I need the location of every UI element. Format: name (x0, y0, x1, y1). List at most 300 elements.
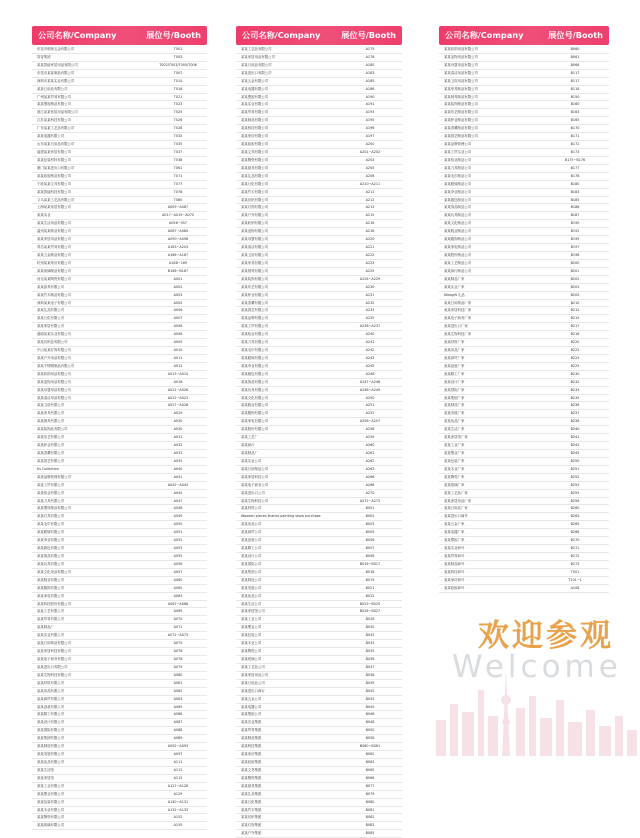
company-name: 某某五金制品有限公司 (37, 252, 71, 257)
exhibitor-row (32, 537, 207, 545)
company-name: 某某塑胶公司 (241, 712, 262, 717)
booth-number: A082 (173, 688, 183, 693)
company-name: 某某宠物用品有限公司 (444, 54, 478, 59)
booth-number: A007 (173, 316, 183, 321)
company-name: 某某清洁有限公司 (241, 245, 269, 250)
company-name: 宁波某某文具有限公司 (37, 181, 71, 186)
booth-number: A242 (365, 348, 375, 353)
booth-number: A041 (173, 474, 183, 479)
booth-number: B003 (365, 522, 375, 527)
company-name: 湖南某某实业有限公司 (37, 332, 71, 337)
booth-number: T061 (173, 165, 183, 170)
exhibitor-list (236, 46, 402, 838)
exhibitor-row (439, 157, 609, 165)
booth-number: A191 (365, 102, 375, 107)
booth-number: A086 (173, 712, 183, 717)
company-name: 某某家具制品有限公司 (444, 86, 478, 91)
company-name: 某某日化集团 (241, 799, 262, 804)
company-name: 某某灯具有限公司 (37, 514, 65, 519)
booth-number: B001 (365, 506, 375, 511)
exhibitor-row (439, 252, 609, 260)
booth-number: B171 (570, 134, 580, 139)
exhibitor-row (236, 173, 402, 181)
exhibitor-row (32, 268, 207, 276)
company-name: 某某文具有限公司 (241, 149, 269, 154)
booth-number: A236~A237 (359, 324, 381, 329)
exhibitor-row (32, 395, 207, 403)
company-name: 某某箱包有限公司 (241, 371, 269, 376)
company-name: 某某竹木制品有限公司 (37, 292, 71, 297)
exhibitor-row (32, 284, 207, 292)
booth-number: A213 (365, 205, 375, 210)
booth-number: A175 (365, 47, 375, 51)
booth-number: B082 (365, 815, 375, 820)
exhibitor-row (236, 157, 402, 165)
company-name: 江苏某某科技有限公司 (37, 118, 71, 123)
company-name: 某某科技商号 (444, 569, 465, 574)
company-name: 某某毛巾有限公司 (37, 522, 65, 527)
exhibitor-row (32, 410, 207, 418)
company-name: 某某工艺有限公司 (37, 609, 65, 614)
company-name: 某某竹木集团 (241, 807, 262, 812)
booth-number: B021 (365, 585, 375, 590)
company-name: 某某装饰品有限公司 (37, 427, 68, 432)
exhibitor-row (439, 228, 609, 236)
company-name: 某某陶瓷有限公司 (37, 815, 65, 820)
exhibitor-row (439, 545, 609, 553)
company-name: 某某家居科技厂家 (444, 308, 472, 313)
booth-number: A072~A073 (167, 633, 189, 638)
exhibitor-row (236, 244, 402, 252)
exhibitor-row (32, 212, 207, 220)
booth-number: B215 (570, 316, 580, 321)
booth-number: T080 (173, 197, 183, 202)
booth-number: B238 (570, 419, 580, 424)
exhibitor-row (32, 434, 207, 442)
exhibitor-row (32, 86, 207, 94)
company-name: 某某陶瓷厂家 (444, 474, 465, 479)
exhibitor-row (236, 529, 402, 537)
booth-number: B260 (570, 506, 580, 511)
exhibitor-row (32, 608, 207, 616)
booth-number: A231 (365, 292, 375, 297)
company-name: 某某餐具制品有限公司 (444, 94, 478, 99)
booth-number: A127~A128 (167, 783, 189, 788)
company-name: 某某进出口公司 (241, 490, 265, 495)
booth-number: B008 (365, 554, 375, 558)
booth-number: T101~1 (568, 577, 582, 582)
booth-number: A163~A203 (167, 245, 189, 250)
company-name: 某某鞋业有限公司 (241, 403, 269, 408)
company-name: 山东某某日用品有限公司 (37, 142, 75, 147)
booth-number: A033 (173, 451, 183, 456)
booth-number: A272~A273 (359, 498, 381, 503)
booth-number: A250 (365, 395, 375, 400)
company-name: 某某实业商号 (444, 546, 465, 551)
exhibitor-row (439, 292, 609, 300)
exhibitor-row (236, 545, 402, 553)
booth-number: B256 (570, 498, 580, 503)
exhibitor-row (439, 410, 609, 418)
booth-number: A075 (173, 641, 183, 646)
booth-number: T078 (173, 189, 183, 194)
exhibitor-row (32, 149, 207, 157)
booth-number: A261 (365, 451, 375, 456)
exhibitor-row (236, 94, 402, 102)
booth-number: B081 (365, 807, 375, 812)
company-name: 某某实业公司 (241, 458, 262, 463)
company-name: Wooden pieces thanks painting show purchase (241, 514, 321, 519)
company-name: 某某工业有限公司 (37, 783, 65, 788)
exhibitor-row (32, 276, 207, 284)
booth-number: B030 (365, 625, 375, 630)
company-name: 某某优品厂家 (444, 419, 465, 424)
company-name: 某某伞业有限公司 (241, 363, 269, 368)
booth-number: T001 (173, 47, 183, 51)
exhibitor-row (236, 331, 402, 339)
booth-number: B007 (365, 546, 375, 551)
exhibitor-row (236, 751, 402, 759)
booth-number: B236 (570, 403, 580, 408)
exhibitor-row (32, 204, 207, 212)
company-name: 某某文化用品有限公司 (37, 569, 71, 574)
exhibitor-row (236, 482, 402, 490)
booth-number: A055 (173, 554, 183, 558)
company-name: 广州某某贸易有限公司 (37, 94, 71, 99)
booth-number: B255 (570, 490, 580, 495)
booth-number: B061 (570, 54, 580, 59)
company-name: 某某电子商务公司 (241, 482, 269, 487)
exhibitor-row (32, 585, 207, 593)
company-name: 某某日用品公司 (241, 680, 265, 685)
exhibitor-row (236, 347, 402, 355)
company-name: 某某眼镜有限公司 (241, 355, 269, 360)
booth-number: B178 (570, 173, 580, 178)
booth-number: A047 (173, 498, 183, 503)
exhibitor-row (439, 339, 609, 347)
company-header-label: 公司名称/Company (242, 30, 321, 40)
company-name: Nikogift 礼品 (444, 292, 465, 297)
exhibitor-row (32, 379, 207, 387)
exhibitor-row (236, 735, 402, 743)
booth-number: B218 (570, 332, 580, 337)
booth-number: B197 (570, 245, 580, 250)
exhibitor-row (236, 601, 402, 609)
company-name: 某某制品厂家 (444, 276, 465, 281)
exhibitor-row (439, 212, 609, 220)
company-name: 某某日用品有限公司 (37, 86, 68, 91)
company-name: 某某陶瓷有限公司 (241, 157, 269, 162)
booth-number: B190 (570, 221, 580, 226)
company-name: 某某商行 (241, 443, 255, 448)
booth-number: T037 (173, 149, 183, 154)
booth-number: B079 (365, 791, 375, 796)
booth-number: B117 (570, 70, 580, 75)
booth-number: A226~A229 (359, 276, 381, 281)
exhibitor-row (236, 54, 402, 62)
exhibitor-row (439, 585, 609, 593)
company-name: 某某刀具有限公司 (37, 498, 65, 503)
company-name: 上海某某家居有限公司 (37, 205, 71, 210)
booth-number: B023~B025 (359, 601, 381, 606)
booth-number: A062 (173, 585, 183, 590)
company-name: 某某收纳用品有限公司 (37, 371, 71, 376)
company-name: 某某杯业有限公司 (37, 443, 65, 448)
exhibitor-row (32, 442, 207, 450)
column-3 (439, 26, 609, 593)
exhibitor-row (236, 719, 402, 727)
booth-number: B080 (365, 799, 375, 804)
company-name: 某某包装材料有限公司 (37, 157, 71, 162)
company-header-label: 公司名称/Company (38, 30, 117, 40)
exhibitor-row (32, 561, 207, 569)
exhibitor-row (236, 276, 402, 284)
booth-number: A225 (365, 268, 375, 273)
company-name: 某某工艺品有限公司 (241, 47, 272, 51)
booth-number: B022 (365, 593, 375, 598)
booth-number: B187 (570, 213, 580, 218)
booth-number: A256~A257 (359, 419, 381, 424)
company-name: 某某电子商务有限公司 (37, 656, 71, 661)
exhibitor-row (32, 648, 207, 656)
company-name: 某某母婴有限公司 (241, 237, 269, 242)
exhibitor-row (236, 434, 402, 442)
company-name: 厦门某某进出口有限公司 (37, 165, 75, 170)
company-name: 某某电器公司 (241, 704, 262, 709)
exhibitor-row (32, 62, 207, 70)
booth-number: B117 (570, 78, 580, 83)
company-name: 某某塑胶制品有限公司 (37, 102, 71, 107)
company-name: 某某毛巾有限公司 (241, 348, 269, 353)
booth-number: A021~A026 (167, 387, 189, 392)
exhibitor-row (32, 117, 207, 125)
company-name: 某某精工有限公司 (37, 712, 65, 717)
booth-number: A129 (173, 791, 183, 796)
booth-number: A270 (365, 490, 375, 495)
exhibitor-row (32, 252, 207, 260)
company-name: 某某工业厂家 (444, 443, 465, 448)
booth-number: B036 (365, 656, 375, 661)
company-name: 福建某某家居有限公司 (37, 149, 71, 154)
exhibitor-row (32, 387, 207, 395)
booth-number: B180 (570, 181, 580, 186)
company-name: 某某优品公司 (241, 593, 262, 598)
company-name: 某某工贸有限公司 (37, 482, 65, 487)
booth-number: B192 (570, 229, 580, 234)
booth-number: B033 (365, 641, 375, 646)
exhibitor-row (236, 62, 402, 70)
company-name: 某某电器有限公司 (241, 86, 269, 91)
company-name: 中山某某灯饰有限公司 (37, 348, 71, 353)
company-name: 某某工艺品厂家 (444, 490, 468, 495)
exhibitor-row (32, 751, 207, 759)
booth-number: A230 (365, 284, 375, 289)
company-name: 某某家电有限公司 (241, 419, 269, 424)
exhibitor-row (236, 426, 402, 434)
company-name: 某某生物科技公司 (241, 498, 269, 503)
booth-number: A211 (365, 189, 375, 194)
column-header (439, 26, 609, 45)
company-name: 某某饰品制品公司 (444, 205, 472, 210)
company-name: 某某文化制品公司 (444, 221, 472, 226)
booth-number: T077 (173, 181, 183, 186)
booth-number: A251 (365, 403, 375, 408)
exhibitor-row (32, 616, 207, 624)
booth-number: B163 (570, 110, 580, 115)
company-name: 某某进出口有限公司 (37, 664, 68, 669)
company-name: 某某制造有限公司 (37, 744, 65, 749)
exhibitor-row (439, 482, 609, 490)
exhibitor-row (236, 442, 402, 450)
exhibitor-row (439, 561, 609, 569)
booth-number: A243 (365, 355, 375, 360)
booth-number: B177 (570, 165, 580, 170)
exhibitor-row (236, 204, 402, 212)
booth-number: A027~A028 (167, 403, 189, 408)
exhibitor-row (32, 719, 207, 727)
exhibitor-row (236, 743, 402, 751)
exhibitor-row (439, 458, 609, 466)
exhibitor-row (236, 513, 402, 521)
exhibitor-row (439, 268, 609, 276)
exhibitor-row (236, 711, 402, 719)
exhibitor-row (236, 791, 402, 799)
exhibitor-row (32, 704, 207, 712)
company-name: 某某工艺制品公司 (444, 260, 472, 265)
company-header-label: 公司名称/Company (445, 30, 524, 40)
booth-number: B063 (365, 759, 375, 764)
booth-number: B046 (365, 712, 375, 717)
company-name: 某某家居有限公司 (37, 324, 65, 329)
exhibitor-row (439, 505, 609, 513)
exhibitor-row (236, 822, 402, 830)
booth-number: A178 (365, 54, 375, 59)
booth-number: B060~B061 (359, 744, 381, 749)
booth-number: B118 (570, 86, 580, 91)
company-name: 某某精工公司 (241, 546, 262, 551)
company-name: 某某五金厂家 (444, 522, 465, 527)
company-name: 某某不锈钢制品有限公司 (37, 363, 75, 368)
exhibitor-row (32, 260, 207, 268)
booth-number: T028 (173, 126, 183, 131)
company-name: 某某硅胶制品有限公司 (37, 173, 71, 178)
company-name: 某某用品公司 (241, 522, 262, 527)
booth-number: T025 (173, 110, 183, 115)
booth-number: T015 (173, 78, 183, 83)
exhibitor-row (236, 133, 402, 141)
company-name: 智奇集团 (37, 54, 51, 59)
booth-number: B212 (570, 308, 580, 313)
exhibitor-row (32, 632, 207, 640)
company-name: 某某用品有限公司 (37, 688, 65, 693)
booth-number: A195 (365, 118, 375, 123)
exhibitor-row (236, 807, 402, 815)
booth-number: A069 (173, 609, 183, 614)
company-name: 某某发展有限公司 (37, 752, 65, 757)
booth-number: B037 (365, 664, 375, 669)
booth-number: A006 (173, 308, 183, 313)
company-name: 某某实业有限公司 (241, 102, 269, 107)
booth-number: A183 (365, 70, 375, 75)
company-name: 某某木业公司 (241, 641, 262, 646)
booth-number: B006 (365, 538, 375, 543)
exhibitor-row (236, 141, 402, 149)
booth-header-label: 展位号/Booth (341, 30, 396, 40)
booth-number: B220 (570, 340, 580, 345)
booth-number: A009 (173, 340, 183, 345)
company-name: 某某制品厂 (241, 451, 258, 456)
exhibitor-row (236, 371, 402, 379)
exhibitor-row (439, 434, 609, 442)
company-name: 某某陶瓷公司 (241, 649, 262, 654)
exhibitor-row (236, 466, 402, 474)
booth-number: A266 (365, 474, 375, 479)
exhibitor-row (32, 624, 207, 632)
company-name: 广东某某工艺品有限公司 (37, 126, 75, 131)
exhibitor-row (32, 775, 207, 783)
exhibitor-row (236, 117, 402, 125)
company-name: 某某家电制品公司 (444, 245, 472, 250)
company-name: 某某户外有限公司 (241, 213, 269, 218)
company-name: 某某塑业公司 (241, 625, 262, 630)
exhibitor-row (236, 189, 402, 197)
exhibitor-row (32, 529, 207, 537)
exhibitor-row (32, 680, 207, 688)
exhibitor-row (32, 807, 207, 815)
company-name: 某某材料公司 (241, 506, 262, 511)
company-name: 某某日化有限公司 (37, 316, 65, 321)
exhibitor-row (32, 300, 207, 308)
company-name: 某某集团公司 (241, 569, 262, 574)
exhibitor-row (439, 284, 609, 292)
exhibitor-row (236, 228, 402, 236)
exhibitor-row (236, 307, 402, 315)
company-name: 某某玩具有限公司 (37, 561, 65, 566)
exhibitor-row (32, 711, 207, 719)
booth-number: T007 (173, 70, 183, 75)
exhibitor-row (236, 759, 402, 767)
booth-number: A063 (173, 593, 183, 598)
exhibitor-row (236, 696, 402, 704)
booth-number: A016 (173, 379, 183, 384)
exhibitor-row (32, 577, 207, 585)
booth-number: A030 (173, 427, 183, 432)
exhibitor-row (236, 814, 402, 822)
exhibitor-row (439, 244, 609, 252)
booth-number: B210 (570, 300, 580, 305)
company-name: 某某生物科技有限公司 (37, 672, 71, 677)
company-name: 某某母婴用品有限公司 (444, 62, 478, 67)
booth-number: A245 (365, 363, 375, 368)
booth-number: T038 (173, 157, 183, 162)
company-name: 某某卫浴有限公司 (241, 252, 269, 257)
exhibitor-row (236, 300, 402, 308)
company-name: 某某纺织有限公司 (241, 197, 269, 202)
company-name: 某某厨具有限公司 (37, 284, 65, 289)
company-name: 某某伞业制品公司 (444, 189, 472, 194)
company-name: 某某家居科技公司 (241, 474, 269, 479)
booth-number: B205 (570, 292, 580, 297)
company-name: 某某家居馆公司 (241, 609, 265, 614)
company-name: 某某商行制品公司 (444, 268, 472, 273)
company-name: 某某布艺制品有限公司 (444, 110, 478, 115)
company-name: 某某礼品有限公司 (241, 173, 269, 178)
booth-number: B202 (570, 276, 580, 281)
booth-number: B083 (365, 823, 375, 828)
exhibitor-row (32, 133, 207, 141)
exhibitor-row (439, 347, 609, 355)
company-name: 某某铝业有限公司 (37, 490, 65, 495)
